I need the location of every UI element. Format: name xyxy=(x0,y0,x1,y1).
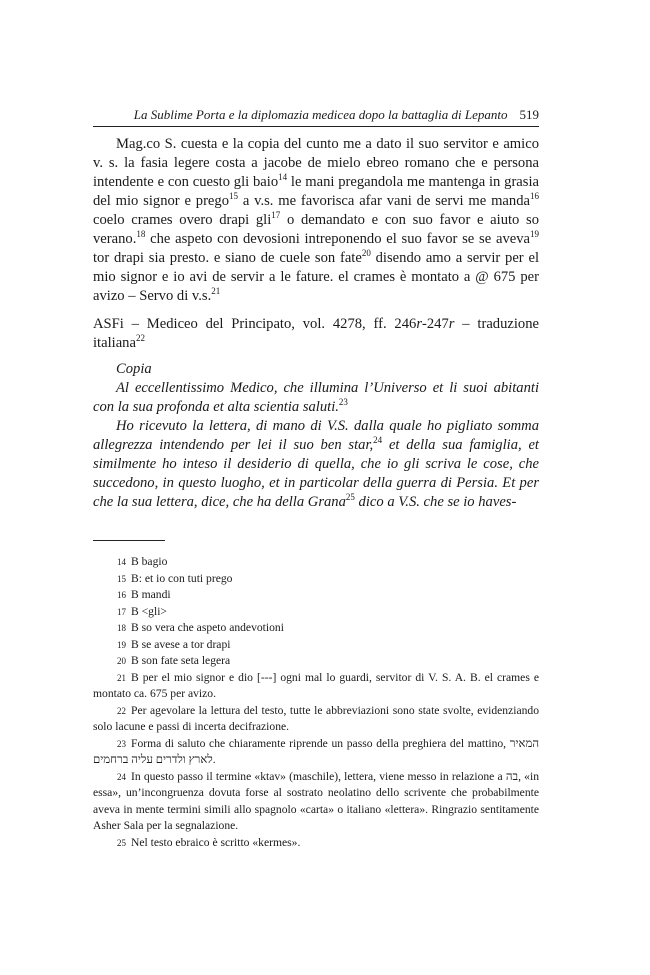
footnote xyxy=(93,587,539,604)
footnotes xyxy=(93,554,539,851)
footnote-text: B per el mio signor e dio [---] ogni mal lo guardi, servitor di V. S. A. B. el crames e montato ca. 675 per avizo. xyxy=(93,670,539,700)
source-recto: r xyxy=(448,316,455,332)
footnote-text: . xyxy=(212,753,216,766)
footnote-number: 24 xyxy=(117,771,126,782)
source-recto: r xyxy=(416,316,423,332)
letter-segment: disendo amo a servir per el mio signor e io avi de servir a le fature. el crames è montato a @ 675 per avizo – Servo di v.s. xyxy=(93,250,539,304)
copia-label: Copia xyxy=(116,361,152,377)
footnote-text: B bagio xyxy=(131,555,168,568)
letter-segment: o demandato e con suo favor e aiuto so verano. xyxy=(93,212,539,247)
footnote-text: B mandi xyxy=(131,588,171,601)
letter-segment: a v.s. me favorisca afar vani de servi me manda xyxy=(238,193,530,209)
translation-text: dico a V.S. che se io haves- xyxy=(354,494,517,510)
translation-text: et della sua famiglia, et similmente ho inteso il desiderio di quella, che io gli scriva le cose, che succedono, in questo luogho, et in particolar della guerra di Persia. Et per che la sua lettera, dice, che ha della Grana xyxy=(93,437,539,510)
footnote xyxy=(93,769,539,835)
hebrew-quote: המאיר לארץ ולדרים עליה ברחמים xyxy=(93,736,539,766)
footnote xyxy=(93,653,539,670)
note-ref: 21 xyxy=(211,286,221,296)
running-head xyxy=(93,107,539,127)
footnote-text: B: et io con tuti prego xyxy=(131,571,233,585)
footnote-text: Forma di saluto che chiaramente riprende un passo della preghiera del mattino, xyxy=(131,736,510,750)
footnote-number: 22 xyxy=(117,705,126,716)
footnote-text: B se avese a tor drapi xyxy=(131,637,231,651)
letter-paragraph xyxy=(93,135,539,306)
footnote-text: B son fate seta legera xyxy=(131,654,231,667)
source-text: – traduzione italiana xyxy=(93,316,539,351)
footnote xyxy=(93,736,539,769)
note-ref: 18 xyxy=(136,229,146,239)
footnote xyxy=(93,571,539,588)
footnote-text: , «in essa», un’incongruenza dovuta forse al sostrato neolatino dello scrivente che probabilmente aveva in mente termini simili allo spagnolo «carta» o italiano «lettera». Ringrazio sentitamente Asher Sala per la segnalazione. xyxy=(93,769,539,832)
note-ref: 25 xyxy=(345,492,355,502)
note-ref: 19 xyxy=(530,229,539,239)
letter-segment: tor drapi sia presto. e siano de cuele son fate xyxy=(93,250,362,266)
address-text: Al eccellentissimo Medico, che illumina l’Universo et li suoi abitanti con la sua profonda et alta scientia saluti. xyxy=(93,380,539,415)
footnote-number: 16 xyxy=(117,590,126,600)
note-ref: 20 xyxy=(361,248,371,258)
hebrew-word: בה xyxy=(505,769,519,783)
letter-segment: coelo crames overo drapi gli xyxy=(93,212,272,228)
note-ref: 15 xyxy=(229,191,238,201)
footnote-number: 15 xyxy=(117,573,126,584)
letter-segment: Mag.co S. cuesta e la copia del cunto me a dato il suo servitor e amico v. s. la fasia legere costa a jacobe de mielo ebreo romano che e persona intendente e con cuesto gli baio xyxy=(93,136,539,190)
footnote xyxy=(93,835,539,852)
footnote xyxy=(93,670,539,703)
footnote-number: 25 xyxy=(117,837,126,848)
translation-paragraph xyxy=(93,417,539,512)
footnote xyxy=(93,604,539,621)
note-ref: 23 xyxy=(338,397,348,407)
footnote-number: 18 xyxy=(117,623,126,633)
letter-segment: le mani pregandola me mantenga in grasia del mio signor e prego xyxy=(93,174,539,209)
footnote-number: 19 xyxy=(117,639,126,650)
main-text xyxy=(93,135,539,512)
footnote-number: 21 xyxy=(117,672,126,683)
letter-segment: che aspeto con devosioni intreponendo el suo favor se se aveva xyxy=(145,231,530,247)
footnote xyxy=(93,703,539,736)
source-text: ASFi – Mediceo del Principato, vol. 4278, ff. 246 xyxy=(93,316,417,332)
footnote-text: B so vera che aspeto andevotioni xyxy=(131,621,284,634)
footnote-number: 23 xyxy=(117,738,126,749)
footnote-text: B <gli> xyxy=(131,604,167,618)
footnote-number: 14 xyxy=(117,557,126,567)
footnote-number: 20 xyxy=(117,656,126,666)
note-ref: 14 xyxy=(278,172,288,182)
note-ref: 16 xyxy=(529,191,539,201)
footnote-text: Per agevolare la lettura del testo, tutte le abbreviazioni sono state svolte, evidenziando solo lacune e passi di incerta decifrazione. xyxy=(93,703,539,733)
page-number: 519 xyxy=(519,107,539,122)
note-ref: 17 xyxy=(271,210,281,220)
footnote-number: 17 xyxy=(117,606,126,617)
footnote-text: In questo passo il termine «ktav» (maschile), lettera, viene messo in relazione a xyxy=(131,769,506,783)
source-heading xyxy=(93,315,539,353)
running-title: La Sublime Porta e la diplomazia medicea dopo la battaglia di Lepanto xyxy=(133,107,508,122)
note-ref: 22 xyxy=(135,333,145,343)
footnote xyxy=(93,637,539,654)
note-ref: 24 xyxy=(373,435,383,445)
footnote xyxy=(93,554,539,571)
footnote-text: Nel testo ebraico è scritto «kermes». xyxy=(131,835,301,849)
translation-text: Ho ricevuto la lettera, di mano di V.S. dalla quale ho pigliato somma allegrezza intendendo per lei il suo ben star, xyxy=(93,418,539,453)
footnote xyxy=(93,620,539,637)
address-paragraph xyxy=(93,379,539,417)
source-text: -247 xyxy=(422,316,449,332)
footnote-rule xyxy=(93,540,165,541)
